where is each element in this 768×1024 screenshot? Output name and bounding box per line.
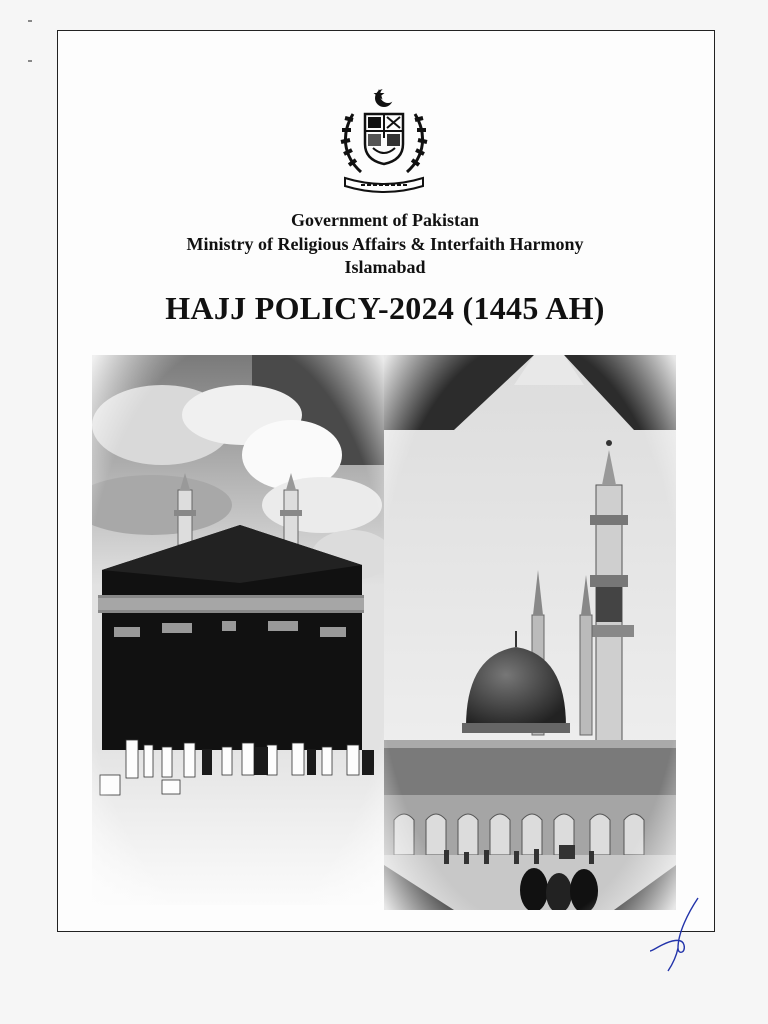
document-title: HAJJ POLICY-2024 (1445 AH) <box>165 290 605 326</box>
state-emblem-icon <box>331 86 437 198</box>
prophets-mosque-photo <box>384 355 676 910</box>
scan-mark <box>28 60 32 62</box>
government-heading: Government of Pakistan <box>291 210 479 230</box>
signature-icon <box>648 893 708 973</box>
ministry-heading: Ministry of Religious Affairs & Interfaith Harmony <box>186 234 584 254</box>
kaaba-photo <box>92 355 384 905</box>
city-heading: Islamabad <box>344 257 426 277</box>
scan-mark <box>28 20 32 22</box>
